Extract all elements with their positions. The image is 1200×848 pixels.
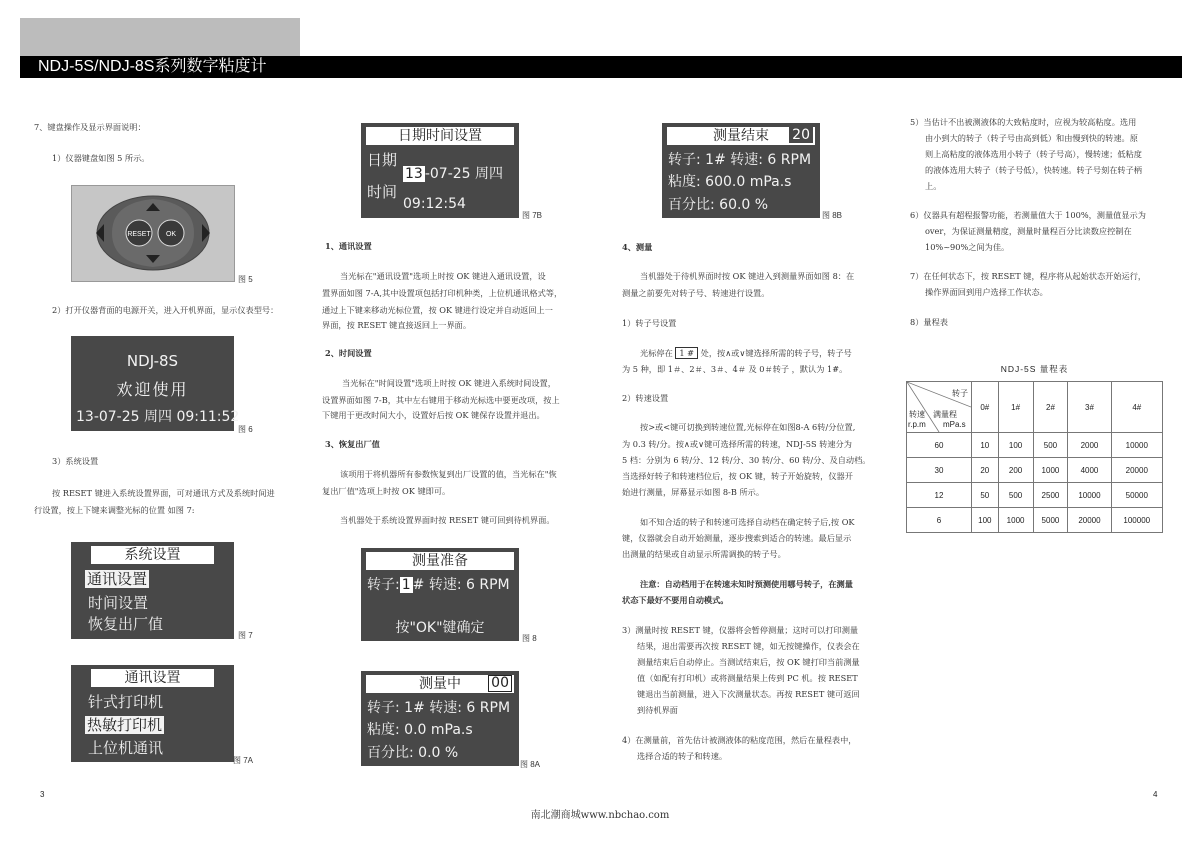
- speed-text: 转速: 6 RPM: [428, 577, 510, 593]
- section-7-heading: 7、键盘操作及显示界面说明：: [34, 122, 146, 132]
- s3-line-3: 测量结束后自动停止。当测试结束后，按 OK 键打印当前测量: [637, 657, 860, 667]
- ok-prompt: 按"OK"键确定: [395, 620, 485, 636]
- rotor-speed-line: 转子: 1# 转速: 6 RPM: [367, 700, 511, 716]
- viscosity-line: 粘度: 600.0 mPa.s: [668, 174, 792, 190]
- table-cell: 2500: [1033, 483, 1068, 508]
- time-label: 时间: [367, 183, 398, 201]
- time-p-1: 当光标在"时间设置"选项上时按 OK 键进入系统时间设置，: [342, 378, 556, 388]
- reset-note: 当机器处于系统设置界面时按 RESET 键可回到待机界面。: [340, 515, 555, 525]
- table-cell: 100: [998, 433, 1033, 458]
- table-row: [907, 508, 1163, 533]
- heading-factory: 3、恢复出厂值: [325, 439, 380, 449]
- section-7-3: 3）系统设置: [52, 456, 99, 466]
- table-cell: 50000: [1111, 483, 1162, 508]
- time-p-3: 下键用于更改时间大小，设置好后按 OK 键保存设置并退出。: [322, 410, 545, 420]
- counter: 20: [789, 127, 813, 143]
- lcd-title: 测量准备: [366, 552, 514, 570]
- table-header-row: [907, 382, 1163, 433]
- speed-p-2: 为 0.3 转/分。按∧或∨键可选择所需的转速，NDJ-5S 转速分为: [622, 439, 852, 449]
- table-cell: 10000: [1068, 483, 1111, 508]
- heading-comm: 1、通讯设置: [325, 241, 372, 251]
- lcd-measuring: [361, 671, 519, 766]
- menu-item-dot-printer[interactable]: 针式打印机: [88, 693, 164, 711]
- s5-line-3: 则上高粘度的液体选用小转子（转子号高），慢转速；低粘度: [925, 149, 1142, 159]
- speed-p-3: 5 档：分别为 6 转/分、12 转/分、30 转/分、60 转/分、及自动档。: [622, 455, 871, 465]
- s6-line-1: 6）仪器具有超程报警功能，若测量值大于 100%，测量值显示为: [910, 210, 1146, 220]
- s4-line-1: 4）在测量前，首先估计被测液体的粘度范围，然后在量程表中，: [622, 735, 857, 745]
- fig6-caption: 图 6: [238, 425, 253, 434]
- table-row: [907, 433, 1163, 458]
- lcd-measure-end: [662, 123, 820, 218]
- corner-rotor: 转子: [952, 389, 968, 398]
- heading-time: 2、时间设置: [325, 348, 372, 358]
- speed-p-1: 按>或<键可切换到转速位置,光标停在如图8-A 6转/分位置,: [640, 422, 856, 432]
- ok-key-label: OK: [165, 231, 177, 238]
- table-cell: 500: [998, 483, 1033, 508]
- heading-measure: 4、测量: [622, 242, 653, 252]
- keypad-svg: [72, 186, 234, 281]
- lcd-datetime-settings: [361, 123, 519, 218]
- s6-line-3: 10%~90%之间为佳。: [925, 242, 1010, 252]
- table-cell: 1000: [998, 508, 1033, 533]
- menu-item-comm[interactable]: 通讯设置: [87, 570, 148, 588]
- comm-p-1: 当光标在"通讯设置"选项上时按 OK 键进入通讯设置，设: [340, 271, 546, 281]
- s7-line-1: 7）在任何状态下，按 RESET 键，程序将从起始状态开始运行，: [910, 271, 1147, 281]
- table-cell: 20: [972, 458, 999, 483]
- rotor-speed-line: 转子: 1# 转速: 6 RPM: [668, 152, 812, 168]
- s3-line-2: 结果，退出需要再次按 RESET 键，如无按键操作，仪表会在: [637, 641, 860, 651]
- time-p-2: 设置界面如图 7-B，其中左右键用于移动光标选中要更改项，按上: [322, 395, 560, 405]
- lcd-system-settings: [71, 542, 234, 639]
- comm-p-2: 置界面如图 7-A,其中设置项包括打印机种类，上位机通讯格式等，: [322, 288, 563, 298]
- range-table-title: NDJ-5S 量程表: [1000, 364, 1069, 374]
- row-speed: 30: [907, 458, 972, 483]
- factory-p-1: 该项用于将机器所有参数恢复到出厂设置的值，当光标在"恢: [340, 469, 557, 479]
- section-7-3-p1: 按 RESET 键进入系统设置界面，可对通讯方式及系统时间进: [52, 488, 275, 498]
- section-7-2: 2）打开仪器背面的电源开关，进入开机界面，显示仪表型号：: [52, 305, 279, 315]
- auto-p-3: 出测量的结果或自动显示所需调换的转子号。: [622, 549, 786, 559]
- menu-item-thermal-printer[interactable]: 热敏打印机: [87, 716, 163, 734]
- table-cell: 1000: [1033, 458, 1068, 483]
- speed-p-4: 当选择好转子和转速档位后，按 OK 键，转子开始旋转，仪器开: [622, 471, 853, 481]
- table-cell: 5000: [1033, 508, 1068, 533]
- date-cursor[interactable]: 13: [405, 166, 423, 182]
- keypad-figure: [71, 185, 235, 282]
- lcd-measure-ready: [361, 548, 519, 641]
- s8-heading: 8）量程表: [910, 317, 948, 327]
- s3-line-1: 3）测量时按 RESET 键，仪器将会暂停测量；这时可以打印测量: [622, 625, 859, 635]
- table-row: [907, 458, 1163, 483]
- col-header: 4#: [1111, 382, 1162, 433]
- table-row: [907, 483, 1163, 508]
- note-1: 注意：自动档用于在转速未知时预测使用哪号转子，在测量: [640, 579, 853, 589]
- fig8-caption: 图 8: [522, 634, 537, 643]
- col-header: 3#: [1068, 382, 1111, 433]
- time-value: 09:12:54: [403, 196, 466, 212]
- factory-p-2: 复出厂值"选项上时按 OK 键即可。: [322, 486, 451, 496]
- note-2: 状态下最好不要用自动模式。: [622, 595, 729, 605]
- table-cell: 10: [972, 433, 999, 458]
- lcd-title: 通讯设置: [91, 669, 214, 687]
- corner-speed: 转速: [909, 410, 925, 419]
- menu-item-pc-comm[interactable]: 上位机通讯: [88, 739, 164, 757]
- fig7b-caption: 图 7B: [522, 211, 543, 220]
- s7-line-2: 操作界面回到用户选择工作状态。: [925, 287, 1048, 297]
- lcd-title: 测量中: [419, 676, 461, 692]
- lcd-startup: [71, 336, 240, 431]
- table-cell: 10000: [1111, 433, 1162, 458]
- row-speed: 60: [907, 433, 972, 458]
- rotor-unit: #: [412, 577, 425, 593]
- header-gray-tab: [20, 18, 300, 56]
- page-number-right: 4: [1153, 790, 1158, 799]
- menu-item-time[interactable]: 时间设置: [88, 594, 149, 612]
- counter: 00: [488, 675, 512, 692]
- table-cell: 100: [972, 508, 999, 533]
- table-cell: 100000: [1111, 508, 1162, 533]
- col-header: 1#: [998, 382, 1033, 433]
- s3-line-4: 值（如配有打印机）或将测量结果上传到 PC 机。按 RESET: [637, 673, 858, 683]
- corner-unit: mPa.s: [943, 420, 966, 429]
- fig7-caption: 图 7: [238, 631, 253, 640]
- rotor-p-b: 处，按∧或∨键选择所需的转子号，转子号: [700, 348, 852, 358]
- rotor-box: 1 #: [675, 347, 698, 359]
- fig5-caption: 图 5: [238, 275, 253, 284]
- s5-line-4: 的液体选用大转子（转子号低），快转速。转子号刻在转子柄: [925, 165, 1142, 175]
- rotor-p-c: 为 5 种，即 1＃、2＃、3＃、4＃ 及 0＃转子 ，默认为 1#。: [622, 364, 848, 374]
- rotor-cursor[interactable]: 1: [401, 577, 411, 593]
- viscosity-line: 粘度: 0.0 mPa.s: [367, 722, 473, 738]
- comm-p-3: 通过上下键来移动光标位置，按 OK 键进行设定并自动返回上一: [322, 305, 553, 315]
- range-table: [906, 381, 1163, 533]
- date-value: -07-25 周四: [424, 166, 504, 182]
- speed-p-5: 始进行测量，屏幕显示如图 8-B 所示。: [622, 487, 765, 497]
- lcd-title: 日期时间设置: [366, 127, 514, 145]
- footer-watermark: 南北潮商城www.nbchao.com: [530, 810, 670, 821]
- rotor-setting-heading: 1）转子号设置: [622, 318, 677, 328]
- rotor-p-a: 光标停在: [640, 348, 673, 358]
- table-cell: 20000: [1111, 458, 1162, 483]
- percent-line: 百分比: 0.0 %: [367, 745, 459, 761]
- table-corner-cell: [907, 382, 972, 433]
- welcome-text: 欢迎使用: [116, 380, 189, 399]
- model-text: NDJ-8S: [126, 352, 179, 370]
- menu-item-factory[interactable]: 恢复出厂值: [88, 615, 164, 633]
- lcd-comm-settings: [71, 665, 234, 762]
- lcd-title-bar: [366, 675, 514, 693]
- speed-setting-heading: 2）转速设置: [622, 393, 669, 403]
- auto-p-2: 键，仪器就会自动开始测量，逐步搜索到适合的转速。最后显示: [622, 533, 852, 543]
- s5-line-5: 上。: [925, 181, 942, 191]
- comm-p-4: 界面，按 RESET 键直接返回上一界面。: [322, 320, 472, 330]
- s3-line-6: 到待机界面: [637, 705, 678, 715]
- row-speed: 12: [907, 483, 972, 508]
- percent-line: 百分比: 60.0 %: [668, 197, 769, 213]
- fig8b-caption: 图 8B: [822, 211, 843, 220]
- s6-line-2: over，为保证测量精度，测量时量程百分比读数应控制在: [925, 226, 1132, 236]
- measure-p-2: 测量之前要先对转子号、转速进行设置。: [622, 288, 770, 298]
- date-label: 日期: [367, 151, 398, 169]
- lcd-title: 系统设置: [91, 546, 214, 564]
- table-cell: 500: [1033, 433, 1068, 458]
- auto-p-1: 如不知合适的转子和转速可选择自动档在确定转子后,按 OK: [640, 517, 855, 527]
- col-header: 0#: [972, 382, 999, 433]
- s5-line-1: 5）当估计不出被测液体的大致粘度时，应视为较高粘度。选用: [910, 117, 1137, 127]
- measure-p-1: 当机器处于待机界面时按 OK 键进入到测量界面如图 8：在: [640, 271, 855, 281]
- s4-line-2: 选择合适的转子和转速。: [637, 751, 728, 761]
- fig8a-caption: 图 8A: [520, 760, 541, 769]
- row-speed: 6: [907, 508, 972, 533]
- page-title: NDJ-5S/NDJ-8S系列数字粘度计: [20, 56, 1182, 78]
- startup-datetime: 13-07-25 周四 09:11:52: [76, 409, 240, 425]
- table-cell: 20000: [1068, 508, 1111, 533]
- table-cell: 50: [972, 483, 999, 508]
- section-7-1: 1）仪器键盘如图 5 所示。: [52, 153, 150, 163]
- s5-line-2: 由小到大的转子（转子号由高到低）和由慢到快的转速。原: [925, 133, 1138, 143]
- table-cell: 200: [998, 458, 1033, 483]
- section-7-3-p2: 行设置，按上下键来调整光标的位置 如图 7:: [34, 505, 195, 515]
- lcd-title-bar: [667, 127, 815, 145]
- fig7a-caption: 图 7A: [233, 756, 254, 765]
- corner-range: 满量程: [933, 410, 957, 419]
- rotor-label: 转子:: [367, 577, 400, 593]
- table-cell: 4000: [1068, 458, 1111, 483]
- s3-line-5: 键退出当前测量，进入下次测量状态。再按 RESET 键可返回: [637, 689, 860, 699]
- col-header: 2#: [1033, 382, 1068, 433]
- reset-key-label: RESET: [127, 231, 151, 238]
- corner-rpm: r.p.m: [908, 420, 926, 429]
- page-number-left: 3: [40, 790, 45, 799]
- lcd-title: 测量结束: [713, 128, 769, 144]
- table-cell: 2000: [1068, 433, 1111, 458]
